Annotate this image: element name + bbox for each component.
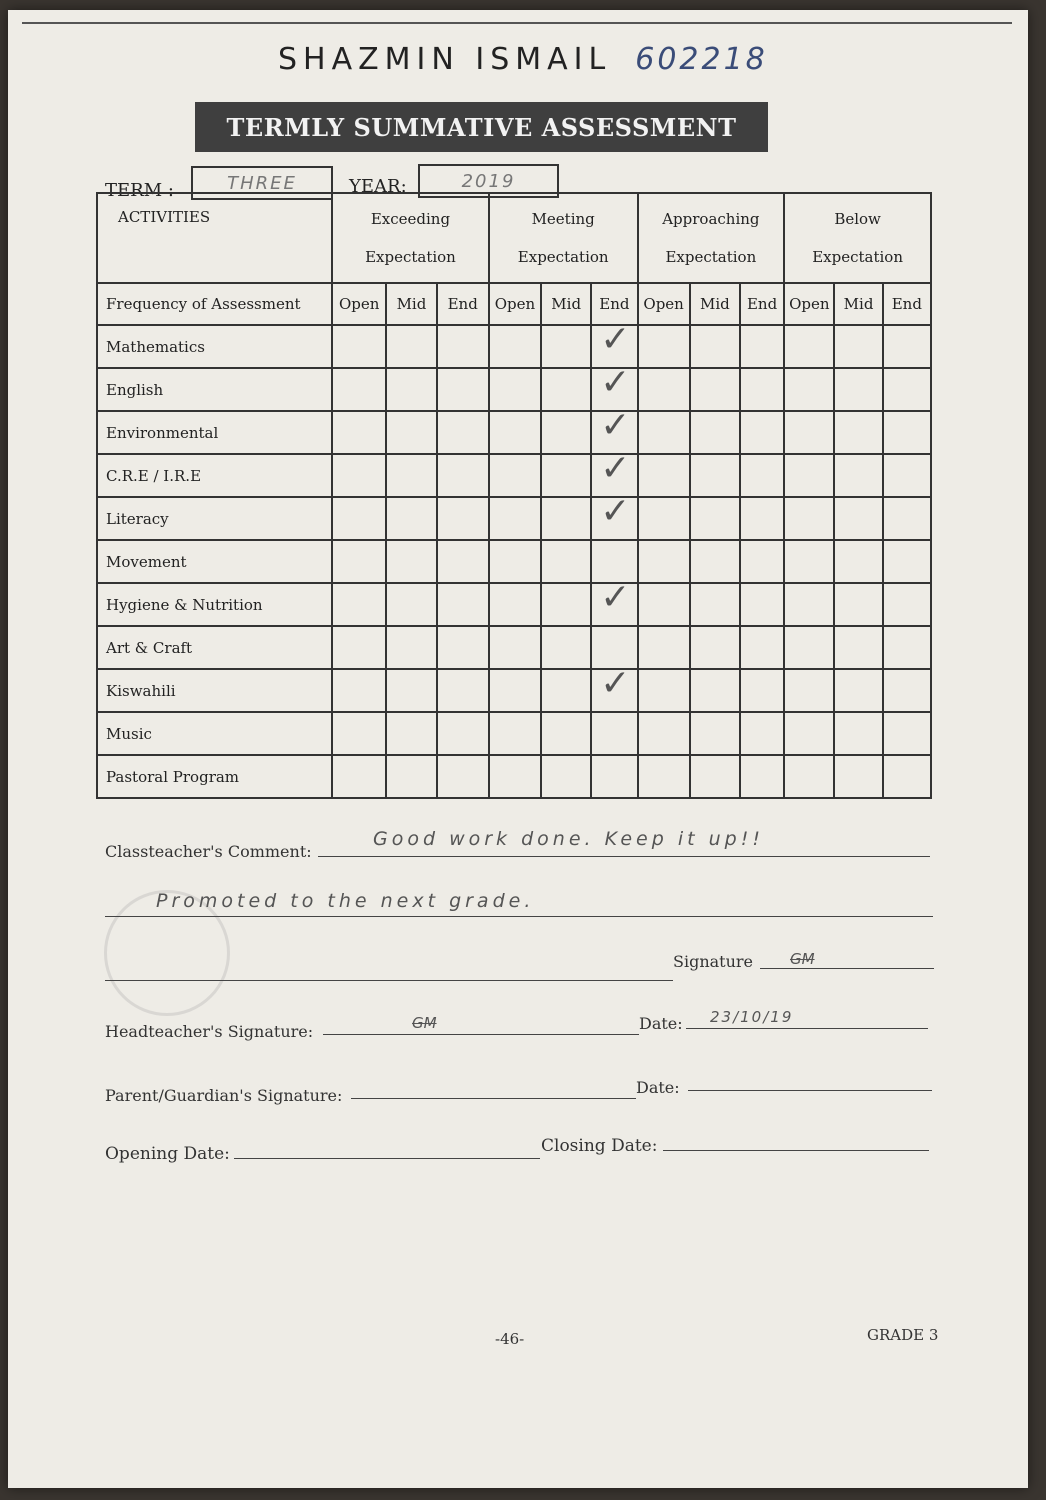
activity-label: Art & Craft: [97, 626, 332, 669]
table-row: [97, 669, 931, 712]
grade-cell[interactable]: [489, 669, 541, 712]
parent-label: Parent/Guardian's Signature:: [105, 1086, 343, 1105]
grade-cell[interactable]: [690, 368, 740, 411]
grade-cell[interactable]: [638, 368, 690, 411]
grade-cell[interactable]: [834, 411, 882, 454]
activity-label: Kiswahili: [97, 669, 332, 712]
table-row: [97, 454, 931, 497]
grade-cell[interactable]: [386, 497, 436, 540]
grade-cell[interactable]: [740, 755, 784, 798]
comment-line-1: [318, 856, 930, 857]
subheader-end: End: [437, 283, 489, 325]
activity-label: Hygiene & Nutrition: [97, 583, 332, 626]
subheader-end: End: [591, 283, 637, 325]
student-header: [278, 42, 768, 77]
grade-cell[interactable]: [437, 712, 489, 755]
grade-cell[interactable]: [489, 583, 541, 626]
grade-cell[interactable]: [489, 325, 541, 368]
grade-cell[interactable]: [883, 411, 931, 454]
grade-cell[interactable]: [332, 669, 386, 712]
grade-cell[interactable]: [740, 583, 784, 626]
check-icon: ✓: [600, 448, 631, 489]
grade-cell[interactable]: [591, 491, 637, 540]
grade-cell[interactable]: [386, 583, 436, 626]
grade-cell[interactable]: [437, 626, 489, 669]
grade-cell[interactable]: [834, 454, 882, 497]
table-row: [97, 583, 931, 626]
category-line: Approaching: [662, 210, 760, 228]
grade-cell[interactable]: [740, 411, 784, 454]
grade-cell[interactable]: [883, 626, 931, 669]
check-icon: ✓: [600, 577, 631, 618]
grade-cell[interactable]: [332, 325, 386, 368]
check-icon: ✓: [600, 362, 631, 403]
category-line: Expectation: [812, 248, 903, 266]
category-line: Expectation: [517, 248, 609, 266]
grade-cell[interactable]: [489, 755, 541, 798]
grade-cell[interactable]: [834, 368, 882, 411]
activity-label: Movement: [97, 540, 332, 583]
headteacher-label: Headteacher's Signature:: [105, 1022, 314, 1041]
category-line: Meeting: [531, 210, 595, 228]
grade-cell[interactable]: [883, 669, 931, 712]
check-icon: ✓: [600, 491, 631, 532]
grade-cell[interactable]: [784, 626, 834, 669]
grade-cell[interactable]: [883, 368, 931, 411]
grade-cell[interactable]: [834, 755, 882, 798]
frequency-label: Frequency of Assessment: [97, 283, 332, 325]
grade-cell[interactable]: [740, 669, 784, 712]
grade-cell[interactable]: [740, 368, 784, 411]
grade-cell[interactable]: [541, 497, 591, 540]
grade-cell[interactable]: [541, 368, 591, 411]
grade-cell[interactable]: [437, 540, 489, 583]
grade-cell[interactable]: [437, 411, 489, 454]
grade-cell[interactable]: [591, 663, 637, 712]
comment-line-2: [105, 916, 933, 917]
grade-cell[interactable]: [437, 755, 489, 798]
table-row: [97, 712, 931, 755]
category-approaching: [638, 193, 785, 283]
grade-cell[interactable]: [541, 540, 591, 583]
grade-cell[interactable]: [541, 669, 591, 712]
subheader-open: Open: [638, 283, 690, 325]
grade-cell[interactable]: [690, 626, 740, 669]
grade-cell[interactable]: [784, 454, 834, 497]
grade-cell[interactable]: [489, 411, 541, 454]
grade-cell[interactable]: [638, 411, 690, 454]
head-date-line: [686, 1028, 928, 1029]
parent-date-label: Date:: [636, 1078, 680, 1097]
grade-cell[interactable]: [690, 712, 740, 755]
grade-cell[interactable]: [690, 583, 740, 626]
grade-cell[interactable]: [883, 755, 931, 798]
grade-cell[interactable]: [883, 497, 931, 540]
check-icon: ✓: [600, 663, 631, 704]
year-label: YEAR:: [349, 176, 407, 197]
category-line: Expectation: [665, 248, 757, 266]
grade-cell[interactable]: [386, 454, 436, 497]
grade-cell[interactable]: [437, 497, 489, 540]
grade-cell[interactable]: [437, 583, 489, 626]
subheader-open: Open: [784, 283, 834, 325]
grade-cell[interactable]: [638, 583, 690, 626]
grade-cell[interactable]: [690, 755, 740, 798]
grade-cell[interactable]: [332, 583, 386, 626]
grade-cell[interactable]: [541, 755, 591, 798]
activity-label: Music: [97, 712, 332, 755]
subheader-open: Open: [489, 283, 541, 325]
table-row: [97, 540, 931, 583]
subheader-mid: Mid: [690, 283, 740, 325]
activity-label: Pastoral Program: [97, 755, 332, 798]
grade-cell[interactable]: [386, 669, 436, 712]
grade-cell[interactable]: [784, 755, 834, 798]
closing-date-label: Closing Date:: [541, 1136, 658, 1156]
table-row: [97, 411, 931, 454]
grade-cell[interactable]: [834, 540, 882, 583]
grade-cell[interactable]: [834, 325, 882, 368]
subheader-end: End: [883, 283, 931, 325]
grade-cell[interactable]: [784, 325, 834, 368]
parent-date-line[interactable]: [688, 1090, 932, 1091]
grade-cell[interactable]: [591, 755, 637, 798]
grade-cell[interactable]: [690, 325, 740, 368]
headteacher-signature[interactable]: GM: [412, 1014, 437, 1032]
grade-cell[interactable]: [386, 755, 436, 798]
grade-cell[interactable]: [437, 454, 489, 497]
grade-cell[interactable]: [784, 368, 834, 411]
head-date-value[interactable]: 23/10/19: [710, 1008, 794, 1026]
category-meeting: [489, 193, 638, 283]
grade-cell[interactable]: [332, 540, 386, 583]
year-field[interactable]: 2019: [418, 164, 559, 198]
grade-cell[interactable]: [332, 454, 386, 497]
grade-cell[interactable]: [437, 368, 489, 411]
student-number: 602218: [635, 42, 768, 77]
student-name: SHAZMIN ISMAIL: [278, 42, 612, 77]
table-row: [97, 755, 931, 798]
grade-cell[interactable]: [386, 368, 436, 411]
grade-cell[interactable]: [784, 712, 834, 755]
grade-label: GRADE 3: [867, 1326, 939, 1344]
grade-cell[interactable]: [883, 712, 931, 755]
grade-cell[interactable]: [541, 325, 591, 368]
grade-cell[interactable]: [489, 454, 541, 497]
subheader-open: Open: [332, 283, 386, 325]
grade-cell[interactable]: [883, 583, 931, 626]
classteacher-comment-1[interactable]: Good work done. Keep it up!!: [373, 828, 764, 850]
subheader-mid: Mid: [834, 283, 882, 325]
grade-cell[interactable]: [386, 325, 436, 368]
grade-cell[interactable]: [784, 583, 834, 626]
grade-cell[interactable]: [638, 325, 690, 368]
closing-date-line[interactable]: [663, 1150, 929, 1151]
assessment-table: [96, 192, 932, 799]
opening-date-label: Opening Date:: [105, 1144, 230, 1164]
subheader-mid: Mid: [386, 283, 436, 325]
grade-cell[interactable]: [638, 755, 690, 798]
grade-cell[interactable]: [386, 712, 436, 755]
grade-cell[interactable]: [541, 626, 591, 669]
grade-cell[interactable]: [784, 669, 834, 712]
grade-cell[interactable]: [638, 712, 690, 755]
activity-label: English: [97, 368, 332, 411]
grade-cell[interactable]: [834, 626, 882, 669]
grade-cell[interactable]: [784, 411, 834, 454]
grade-cell[interactable]: [740, 454, 784, 497]
grade-cell[interactable]: [489, 626, 541, 669]
grade-cell[interactable]: [591, 712, 637, 755]
parent-line[interactable]: [351, 1098, 636, 1099]
grade-cell[interactable]: [690, 497, 740, 540]
category-line: Exceeding: [370, 210, 451, 228]
grade-cell[interactable]: [638, 454, 690, 497]
grade-cell[interactable]: [541, 454, 591, 497]
category-line: Expectation: [365, 248, 456, 266]
check-icon: ✓: [600, 319, 631, 360]
term-field[interactable]: THREE: [191, 166, 333, 200]
grade-cell[interactable]: [489, 497, 541, 540]
grade-cell[interactable]: [638, 540, 690, 583]
classteacher-label: Classteacher's Comment:: [105, 842, 312, 861]
grade-cell[interactable]: [437, 669, 489, 712]
signature-label: Signature: [673, 952, 754, 971]
table-row: [97, 368, 931, 411]
grade-cell[interactable]: [740, 540, 784, 583]
assessment-page: [8, 10, 1028, 1488]
check-icon: ✓: [600, 405, 631, 446]
grade-cell[interactable]: [834, 712, 882, 755]
category-line: Below: [834, 210, 881, 228]
grade-cell[interactable]: [591, 577, 637, 626]
activity-label: C.R.E / I.R.E: [97, 454, 332, 497]
table-row: [97, 325, 931, 368]
grade-cell[interactable]: [489, 368, 541, 411]
headteacher-line: [323, 1034, 639, 1035]
category-below: [784, 193, 931, 283]
activity-label: Literacy: [97, 497, 332, 540]
grade-cell[interactable]: [541, 712, 591, 755]
subheader-mid: Mid: [541, 283, 591, 325]
grade-cell[interactable]: [784, 540, 834, 583]
grade-cell[interactable]: [638, 669, 690, 712]
grade-cell[interactable]: [834, 669, 882, 712]
grade-cell[interactable]: [740, 712, 784, 755]
top-rule: [22, 22, 1012, 24]
grade-cell[interactable]: [883, 454, 931, 497]
grade-cell[interactable]: [332, 712, 386, 755]
grade-cell[interactable]: [883, 540, 931, 583]
activity-label: Environmental: [97, 411, 332, 454]
classteacher-comment-2[interactable]: Promoted to the next grade.: [156, 890, 535, 912]
grade-cell[interactable]: [386, 540, 436, 583]
grade-cell[interactable]: [690, 669, 740, 712]
signature-line: [760, 968, 934, 969]
category-exceeding: [332, 193, 489, 283]
grade-cell[interactable]: [489, 712, 541, 755]
opening-date-line[interactable]: [234, 1158, 540, 1159]
page-number: -46-: [495, 1330, 525, 1348]
grade-cell[interactable]: [638, 626, 690, 669]
comment-line-3: [105, 980, 673, 981]
grade-cell[interactable]: [541, 583, 591, 626]
subheader-end: End: [740, 283, 784, 325]
term-label: TERM :: [105, 180, 174, 201]
grade-cell[interactable]: [740, 626, 784, 669]
grade-cell[interactable]: [784, 497, 834, 540]
grade-cell[interactable]: [489, 540, 541, 583]
grade-cell[interactable]: [740, 497, 784, 540]
grade-cell[interactable]: [690, 540, 740, 583]
grade-cell[interactable]: [332, 626, 386, 669]
grade-cell[interactable]: [740, 325, 784, 368]
activity-label: Mathematics: [97, 325, 332, 368]
grade-cell[interactable]: [386, 411, 436, 454]
grade-cell[interactable]: [690, 411, 740, 454]
grade-cell[interactable]: [386, 626, 436, 669]
activities-header: ACTIVITIES: [97, 193, 332, 283]
grade-cell[interactable]: [332, 411, 386, 454]
grade-cell[interactable]: [332, 368, 386, 411]
grade-cell[interactable]: [541, 411, 591, 454]
grade-cell[interactable]: [437, 325, 489, 368]
grade-cell[interactable]: [638, 497, 690, 540]
head-date-label: Date:: [639, 1014, 683, 1033]
grade-cell[interactable]: [690, 454, 740, 497]
grade-cell[interactable]: [332, 755, 386, 798]
grade-cell[interactable]: [834, 583, 882, 626]
table-row: [97, 626, 931, 669]
page-title: TERMLY SUMMATIVE ASSESSMENT: [195, 102, 768, 152]
grade-cell[interactable]: [834, 497, 882, 540]
classteacher-signature[interactable]: GM: [790, 950, 815, 968]
table-row: [97, 497, 931, 540]
grade-cell[interactable]: [883, 325, 931, 368]
grade-cell[interactable]: [332, 497, 386, 540]
